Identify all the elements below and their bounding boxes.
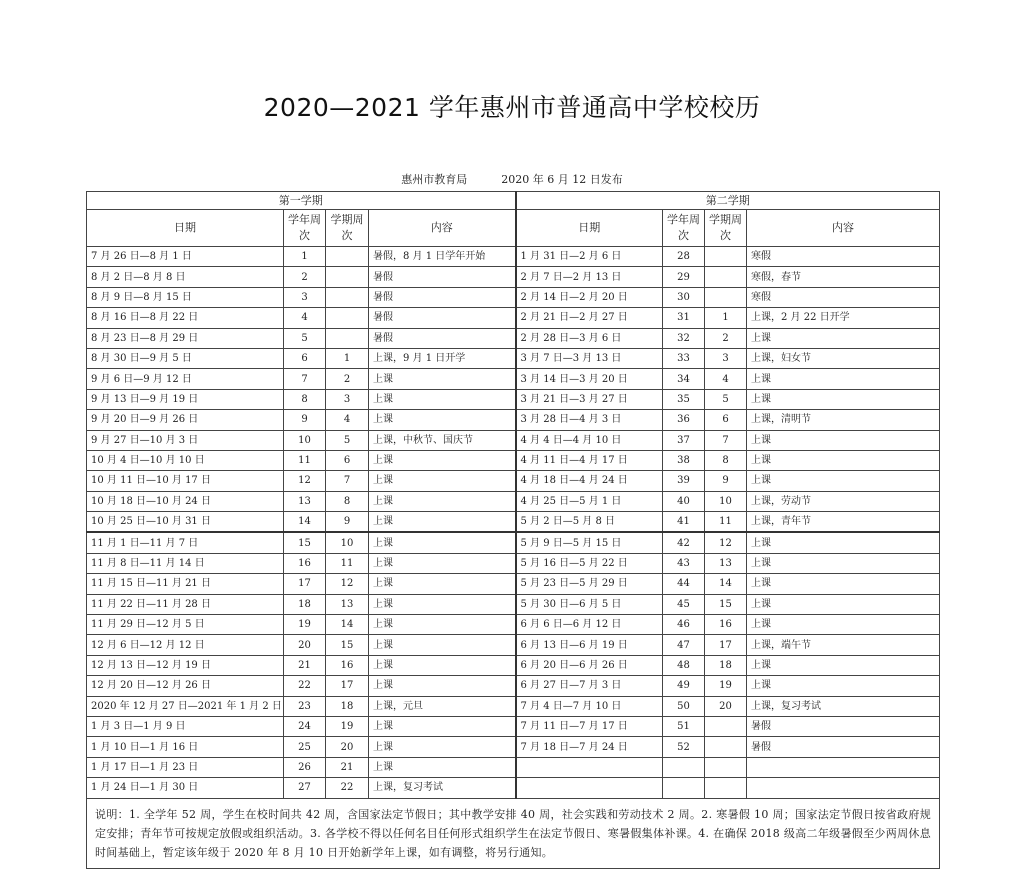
first-date-cell: 9 月 27 日—10 月 3 日 — [87, 430, 284, 450]
second-term-week-cell: 13 — [705, 553, 747, 573]
second-term-week-cell — [705, 737, 747, 757]
first-content-cell: 上课 — [369, 471, 516, 491]
first-year-week-cell: 27 — [284, 778, 326, 798]
second-content-cell: 上课，劳动节 — [747, 491, 940, 511]
first-year-week-cell: 18 — [284, 594, 326, 614]
first-term-week-cell: 6 — [326, 450, 369, 470]
first-term-week-cell: 8 — [326, 491, 369, 511]
second-year-week-cell: 40 — [663, 491, 705, 511]
second-year-week-cell: 32 — [663, 328, 705, 348]
first-date-cell: 1 月 24 日—1 月 30 日 — [87, 778, 284, 798]
col-term-week-header-2: 学期周次 — [705, 210, 747, 247]
issuer-line — [0, 171, 1024, 187]
second-year-week-cell: 30 — [663, 287, 705, 307]
first-term-week-cell: 9 — [326, 512, 369, 533]
first-year-week-cell: 20 — [284, 635, 326, 655]
second-term-week-cell: 6 — [705, 410, 747, 430]
first-year-week-cell: 25 — [284, 737, 326, 757]
first-year-week-cell: 8 — [284, 389, 326, 409]
first-year-week-cell: 3 — [284, 287, 326, 307]
second-year-week-cell: 47 — [663, 635, 705, 655]
first-term-week-cell: 1 — [326, 348, 369, 368]
first-date-cell: 7 月 26 日—8 月 1 日 — [87, 247, 284, 267]
first-date-cell: 11 月 1 日—11 月 7 日 — [87, 532, 284, 553]
second-date-cell: 5 月 23 日—5 月 29 日 — [516, 574, 663, 594]
first-date-cell: 9 月 6 日—9 月 12 日 — [87, 369, 284, 389]
first-date-cell: 10 月 25 日—10 月 31 日 — [87, 512, 284, 533]
first-term-week-cell: 14 — [326, 615, 369, 635]
first-term-week-cell: 20 — [326, 737, 369, 757]
second-year-week-cell: 37 — [663, 430, 705, 450]
first-date-cell: 2020 年 12 月 27 日—2021 年 1 月 2 日 — [87, 696, 284, 716]
first-date-cell: 8 月 2 日—8 月 8 日 — [87, 267, 284, 287]
second-content-cell — [747, 778, 940, 798]
table-row — [87, 308, 940, 328]
second-content-cell: 寒假，春节 — [747, 267, 940, 287]
second-year-week-cell: 48 — [663, 655, 705, 675]
second-date-cell: 5 月 9 日—5 月 15 日 — [516, 532, 663, 553]
first-date-cell: 11 月 8 日—11 月 14 日 — [87, 553, 284, 573]
second-content-cell — [747, 757, 940, 777]
first-content-cell: 上课 — [369, 410, 516, 430]
second-date-cell: 4 月 25 日—5 月 1 日 — [516, 491, 663, 511]
second-content-cell: 上课 — [747, 369, 940, 389]
first-term-week-cell: 4 — [326, 410, 369, 430]
second-content-cell: 上课 — [747, 553, 940, 573]
first-date-cell: 10 月 4 日—10 月 10 日 — [87, 450, 284, 470]
second-content-cell: 上课 — [747, 430, 940, 450]
second-content-cell: 上课 — [747, 450, 940, 470]
second-content-cell: 上课，复习考试 — [747, 696, 940, 716]
issuer-org: 惠州市教育局 — [401, 173, 468, 186]
first-date-cell: 12 月 20 日—12 月 26 日 — [87, 676, 284, 696]
second-term-week-cell — [705, 247, 747, 267]
first-year-week-cell: 7 — [284, 369, 326, 389]
issue-date: 2020 年 6 月 12 日发布 — [501, 173, 623, 186]
first-content-cell: 上课 — [369, 532, 516, 553]
first-content-cell: 上课 — [369, 594, 516, 614]
second-term-week-cell — [705, 757, 747, 777]
second-date-cell: 4 月 4 日—4 月 10 日 — [516, 430, 663, 450]
first-term-week-cell: 11 — [326, 553, 369, 573]
second-date-cell: 3 月 7 日—3 月 13 日 — [516, 348, 663, 368]
second-year-week-cell: 38 — [663, 450, 705, 470]
first-date-cell: 12 月 13 日—12 月 19 日 — [87, 655, 284, 675]
second-date-cell: 3 月 14 日—3 月 20 日 — [516, 369, 663, 389]
second-term-week-cell: 9 — [705, 471, 747, 491]
second-term-week-cell: 19 — [705, 676, 747, 696]
second-term-week-cell: 4 — [705, 369, 747, 389]
second-year-week-cell: 41 — [663, 512, 705, 533]
second-term-week-cell: 10 — [705, 491, 747, 511]
first-year-week-cell: 9 — [284, 410, 326, 430]
second-term-week-cell — [705, 716, 747, 736]
first-year-week-cell: 13 — [284, 491, 326, 511]
first-year-week-cell: 14 — [284, 512, 326, 533]
second-year-week-cell: 51 — [663, 716, 705, 736]
col-date-header: 日期 — [87, 210, 284, 247]
first-content-cell: 上课 — [369, 369, 516, 389]
second-date-cell — [516, 778, 663, 798]
second-term-week-cell: 3 — [705, 348, 747, 368]
first-year-week-cell: 16 — [284, 553, 326, 573]
table-row — [87, 778, 940, 798]
first-year-week-cell: 15 — [284, 532, 326, 553]
second-year-week-cell: 52 — [663, 737, 705, 757]
first-content-cell: 上课 — [369, 512, 516, 533]
first-date-cell: 1 月 3 日—1 月 9 日 — [87, 716, 284, 736]
second-year-week-cell: 34 — [663, 369, 705, 389]
table-row — [87, 757, 940, 777]
table-row — [87, 655, 940, 675]
second-term-week-cell: 5 — [705, 389, 747, 409]
table-row — [87, 471, 940, 491]
first-content-cell: 上课 — [369, 757, 516, 777]
second-year-week-cell — [663, 757, 705, 777]
table-row — [87, 348, 940, 368]
second-content-cell: 上课，端午节 — [747, 635, 940, 655]
second-year-week-cell: 31 — [663, 308, 705, 328]
second-content-cell: 上课 — [747, 594, 940, 614]
first-date-cell: 9 月 13 日—9 月 19 日 — [87, 389, 284, 409]
first-date-cell: 8 月 9 日—8 月 15 日 — [87, 287, 284, 307]
second-date-cell: 2 月 7 日—2 月 13 日 — [516, 267, 663, 287]
table-row — [87, 676, 940, 696]
second-content-cell: 上课，清明节 — [747, 410, 940, 430]
table-row — [87, 389, 940, 409]
second-content-cell: 上课 — [747, 389, 940, 409]
first-term-week-cell: 7 — [326, 471, 369, 491]
first-year-week-cell: 23 — [284, 696, 326, 716]
second-date-cell: 7 月 11 日—7 月 17 日 — [516, 716, 663, 736]
first-term-week-cell — [326, 308, 369, 328]
first-content-cell: 上课，9 月 1 日开学 — [369, 348, 516, 368]
first-year-week-cell: 24 — [284, 716, 326, 736]
first-year-week-cell: 26 — [284, 757, 326, 777]
first-term-week-cell: 17 — [326, 676, 369, 696]
first-term-week-cell: 5 — [326, 430, 369, 450]
first-term-week-cell: 18 — [326, 696, 369, 716]
second-date-cell: 6 月 13 日—6 月 19 日 — [516, 635, 663, 655]
second-content-cell: 上课 — [747, 328, 940, 348]
second-date-cell: 6 月 27 日—7 月 3 日 — [516, 676, 663, 696]
first-date-cell: 12 月 6 日—12 月 12 日 — [87, 635, 284, 655]
notes: 说明：1. 全学年 52 周，学生在校时间共 42 周，含国家法定节假日；其中教学安排 40 周，社会实践和劳动技术 2 周。2. 寒暑假 10 周；国家法定节假日按省政府规定安排；青年节可按规定放假或组织活动。3. 各学校不得以任何名目任何形式组织学生在法定节假日、寒暑假集体补课。4. 在确保 2018 级高二年级暑假至少两周休息时间基础上，暂定该年级于 2020 年 8 月 10 日开始新学年上课，如有调整，将另行通知。 — [87, 798, 940, 868]
second-year-week-cell: 29 — [663, 267, 705, 287]
second-content-cell: 暑假 — [747, 716, 940, 736]
first-content-cell: 上课，复习考试 — [369, 778, 516, 798]
first-date-cell: 8 月 23 日—8 月 29 日 — [87, 328, 284, 348]
second-year-week-cell — [663, 778, 705, 798]
first-date-cell: 11 月 29 日—12 月 5 日 — [87, 615, 284, 635]
col-term-week-header: 学期周次 — [326, 210, 369, 247]
second-term-week-cell: 1 — [705, 308, 747, 328]
first-semester-heading: 第一学期 — [87, 192, 516, 210]
first-term-week-cell: 3 — [326, 389, 369, 409]
second-date-cell: 6 月 6 日—6 月 12 日 — [516, 615, 663, 635]
table-row — [87, 615, 940, 635]
first-content-cell: 上课 — [369, 574, 516, 594]
second-date-cell: 2 月 21 日—2 月 27 日 — [516, 308, 663, 328]
second-content-cell: 上课 — [747, 532, 940, 553]
first-content-cell: 上课 — [369, 450, 516, 470]
first-content-cell: 上课 — [369, 676, 516, 696]
second-year-week-cell: 36 — [663, 410, 705, 430]
second-term-week-cell — [705, 778, 747, 798]
second-content-cell: 上课，2 月 22 日开学 — [747, 308, 940, 328]
first-content-cell: 暑假 — [369, 267, 516, 287]
second-date-cell: 3 月 21 日—3 月 27 日 — [516, 389, 663, 409]
second-year-week-cell: 42 — [663, 532, 705, 553]
table-row — [87, 594, 940, 614]
second-term-week-cell: 17 — [705, 635, 747, 655]
first-content-cell: 上课 — [369, 389, 516, 409]
first-year-week-cell: 2 — [284, 267, 326, 287]
first-term-week-cell: 10 — [326, 532, 369, 553]
second-content-cell: 上课 — [747, 574, 940, 594]
col-year-week-header: 学年周次 — [284, 210, 326, 247]
second-date-cell: 1 月 31 日—2 月 6 日 — [516, 247, 663, 267]
calendar-body — [87, 247, 940, 799]
col-content-header-2: 内容 — [747, 210, 940, 247]
first-content-cell: 上课 — [369, 635, 516, 655]
second-term-week-cell: 14 — [705, 574, 747, 594]
first-year-week-cell: 4 — [284, 308, 326, 328]
first-year-week-cell: 1 — [284, 247, 326, 267]
second-content-cell: 暑假 — [747, 737, 940, 757]
second-term-week-cell: 20 — [705, 696, 747, 716]
second-date-cell: 5 月 30 日—6 月 5 日 — [516, 594, 663, 614]
table-row — [87, 247, 940, 267]
first-content-cell: 上课，中秋节、国庆节 — [369, 430, 516, 450]
table-row — [87, 410, 940, 430]
first-term-week-cell — [326, 267, 369, 287]
col-year-week-header-2: 学年周次 — [663, 210, 705, 247]
first-term-week-cell: 19 — [326, 716, 369, 736]
first-term-week-cell: 12 — [326, 574, 369, 594]
table-row — [87, 369, 940, 389]
col-date-header-2: 日期 — [516, 210, 663, 247]
second-term-week-cell: 8 — [705, 450, 747, 470]
second-date-cell: 4 月 11 日—4 月 17 日 — [516, 450, 663, 470]
first-date-cell: 1 月 17 日—1 月 23 日 — [87, 757, 284, 777]
document-title: 2020—2021 学年惠州市普通高中学校校历 — [263, 93, 761, 122]
first-year-week-cell: 10 — [284, 430, 326, 450]
first-year-week-cell: 21 — [284, 655, 326, 675]
second-semester-heading: 第二学期 — [516, 192, 940, 210]
second-date-cell: 4 月 18 日—4 月 24 日 — [516, 471, 663, 491]
first-content-cell: 上课，元旦 — [369, 696, 516, 716]
second-date-cell: 7 月 4 日—7 月 10 日 — [516, 696, 663, 716]
second-year-week-cell: 46 — [663, 615, 705, 635]
school-calendar-table — [86, 191, 940, 869]
second-year-week-cell: 28 — [663, 247, 705, 267]
second-term-week-cell: 16 — [705, 615, 747, 635]
first-content-cell: 暑假 — [369, 287, 516, 307]
second-date-cell: 5 月 2 日—5 月 8 日 — [516, 512, 663, 533]
first-content-cell: 上课 — [369, 491, 516, 511]
second-term-week-cell: 2 — [705, 328, 747, 348]
second-content-cell: 上课，妇女节 — [747, 348, 940, 368]
first-date-cell: 8 月 30 日—9 月 5 日 — [87, 348, 284, 368]
first-term-week-cell: 13 — [326, 594, 369, 614]
first-date-cell: 9 月 20 日—9 月 26 日 — [87, 410, 284, 430]
table-row — [87, 553, 940, 573]
first-year-week-cell: 11 — [284, 450, 326, 470]
table-row — [87, 737, 940, 757]
table-row — [87, 716, 940, 736]
first-term-week-cell: 15 — [326, 635, 369, 655]
first-year-week-cell: 5 — [284, 328, 326, 348]
first-content-cell: 上课 — [369, 655, 516, 675]
first-term-week-cell: 22 — [326, 778, 369, 798]
second-year-week-cell: 45 — [663, 594, 705, 614]
first-term-week-cell — [326, 287, 369, 307]
second-term-week-cell: 15 — [705, 594, 747, 614]
second-term-week-cell: 11 — [705, 512, 747, 533]
second-term-week-cell — [705, 287, 747, 307]
second-date-cell: 2 月 28 日—3 月 6 日 — [516, 328, 663, 348]
first-content-cell: 暑假 — [369, 328, 516, 348]
first-date-cell: 10 月 18 日—10 月 24 日 — [87, 491, 284, 511]
second-year-week-cell: 44 — [663, 574, 705, 594]
second-content-cell: 上课 — [747, 676, 940, 696]
second-year-week-cell: 50 — [663, 696, 705, 716]
first-term-week-cell — [326, 328, 369, 348]
first-year-week-cell: 17 — [284, 574, 326, 594]
first-year-week-cell: 19 — [284, 615, 326, 635]
second-term-week-cell: 7 — [705, 430, 747, 450]
second-year-week-cell: 49 — [663, 676, 705, 696]
table-row — [87, 532, 940, 553]
first-content-cell: 上课 — [369, 737, 516, 757]
first-content-cell: 暑假，8 月 1 日学年开始 — [369, 247, 516, 267]
second-year-week-cell: 39 — [663, 471, 705, 491]
second-date-cell: 5 月 16 日—5 月 22 日 — [516, 553, 663, 573]
first-year-week-cell: 12 — [284, 471, 326, 491]
first-content-cell: 上课 — [369, 553, 516, 573]
second-year-week-cell: 43 — [663, 553, 705, 573]
second-year-week-cell: 35 — [663, 389, 705, 409]
first-content-cell: 上课 — [369, 615, 516, 635]
first-date-cell: 11 月 15 日—11 月 21 日 — [87, 574, 284, 594]
table-row — [87, 430, 940, 450]
table-row — [87, 512, 940, 533]
table-row — [87, 574, 940, 594]
table-row — [87, 491, 940, 511]
first-term-week-cell — [326, 247, 369, 267]
first-content-cell: 暑假 — [369, 308, 516, 328]
second-date-cell: 6 月 20 日—6 月 26 日 — [516, 655, 663, 675]
first-year-week-cell: 22 — [284, 676, 326, 696]
second-term-week-cell: 12 — [705, 532, 747, 553]
second-content-cell: 上课 — [747, 655, 940, 675]
second-content-cell: 上课，青年节 — [747, 512, 940, 533]
second-date-cell: 3 月 28 日—4 月 3 日 — [516, 410, 663, 430]
second-content-cell: 寒假 — [747, 287, 940, 307]
second-date-cell: 7 月 18 日—7 月 24 日 — [516, 737, 663, 757]
first-term-week-cell: 16 — [326, 655, 369, 675]
table-row — [87, 328, 940, 348]
first-date-cell: 11 月 22 日—11 月 28 日 — [87, 594, 284, 614]
first-year-week-cell: 6 — [284, 348, 326, 368]
table-row — [87, 287, 940, 307]
table-row — [87, 267, 940, 287]
second-date-cell: 2 月 14 日—2 月 20 日 — [516, 287, 663, 307]
first-date-cell: 8 月 16 日—8 月 22 日 — [87, 308, 284, 328]
second-content-cell: 上课 — [747, 615, 940, 635]
second-term-week-cell — [705, 267, 747, 287]
col-content-header: 内容 — [369, 210, 516, 247]
second-term-week-cell: 18 — [705, 655, 747, 675]
table-row — [87, 635, 940, 655]
table-row — [87, 450, 940, 470]
first-content-cell: 上课 — [369, 716, 516, 736]
first-term-week-cell: 21 — [326, 757, 369, 777]
second-year-week-cell: 33 — [663, 348, 705, 368]
second-date-cell — [516, 757, 663, 777]
first-date-cell: 10 月 11 日—10 月 17 日 — [87, 471, 284, 491]
second-content-cell: 上课 — [747, 471, 940, 491]
first-term-week-cell: 2 — [326, 369, 369, 389]
table-row — [87, 696, 940, 716]
first-date-cell: 1 月 10 日—1 月 16 日 — [87, 737, 284, 757]
second-content-cell: 寒假 — [747, 247, 940, 267]
